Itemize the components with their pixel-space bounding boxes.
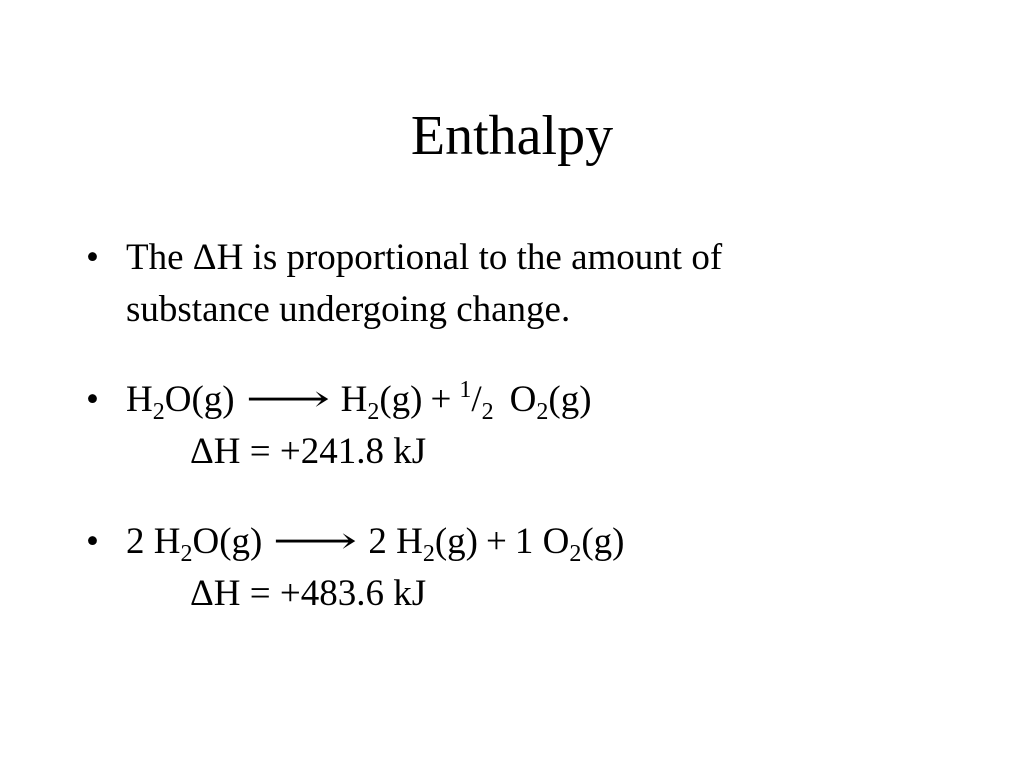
reactant-rest: O(g) xyxy=(164,379,235,420)
plus-sign: + xyxy=(430,379,452,420)
subscript: 2 xyxy=(536,399,549,425)
bullet-dot: • xyxy=(86,521,99,562)
bullet-text-line-2: substance undergoing change. xyxy=(126,289,571,330)
bullet-text-line-1: The ΔH is proportional to the amount of xyxy=(126,237,723,278)
bullet-reaction-2 xyxy=(86,516,966,620)
product-symbol: H xyxy=(340,379,368,420)
product-rest: (g) xyxy=(581,521,625,562)
subscript: 2 xyxy=(422,541,435,567)
enthalpy-change-1: ΔH = +241.8 kJ xyxy=(190,431,427,472)
product-symbol: O xyxy=(509,379,537,420)
fraction-denominator: 2 xyxy=(481,399,494,425)
fraction-slash: / xyxy=(471,379,482,420)
enthalpy-change-2: ΔH = +483.6 kJ xyxy=(190,573,427,614)
reactant-symbol: 2 H xyxy=(126,521,181,562)
product-symbol: 2 H xyxy=(368,521,423,562)
bullet-dot: • xyxy=(86,379,99,420)
subscript: 2 xyxy=(367,399,380,425)
reaction-equation-2 xyxy=(126,516,966,568)
subscript: 2 xyxy=(180,541,193,567)
reactant-rest: O(g) xyxy=(192,521,263,562)
reaction-arrow-icon: ⟶ xyxy=(245,379,331,420)
product-rest: (g) xyxy=(379,379,423,420)
bullet-proportional xyxy=(86,232,966,336)
reactant-symbol: H xyxy=(126,379,153,420)
product-rest: (g) xyxy=(434,521,478,562)
product-rest: (g) xyxy=(548,379,592,420)
bullet-dot: • xyxy=(86,237,99,278)
subscript: 2 xyxy=(152,399,165,425)
reaction-arrow-icon: ⟶ xyxy=(272,521,358,562)
slide-title: Enthalpy xyxy=(410,105,614,167)
reaction-equation-1 xyxy=(126,374,966,426)
fraction-numerator: 1 xyxy=(459,377,472,403)
bullet-reaction-1 xyxy=(86,374,966,478)
product-symbol: 1 O xyxy=(514,521,570,562)
subscript: 2 xyxy=(569,541,582,567)
bullet-list xyxy=(86,232,966,620)
plus-sign: + xyxy=(486,521,507,562)
